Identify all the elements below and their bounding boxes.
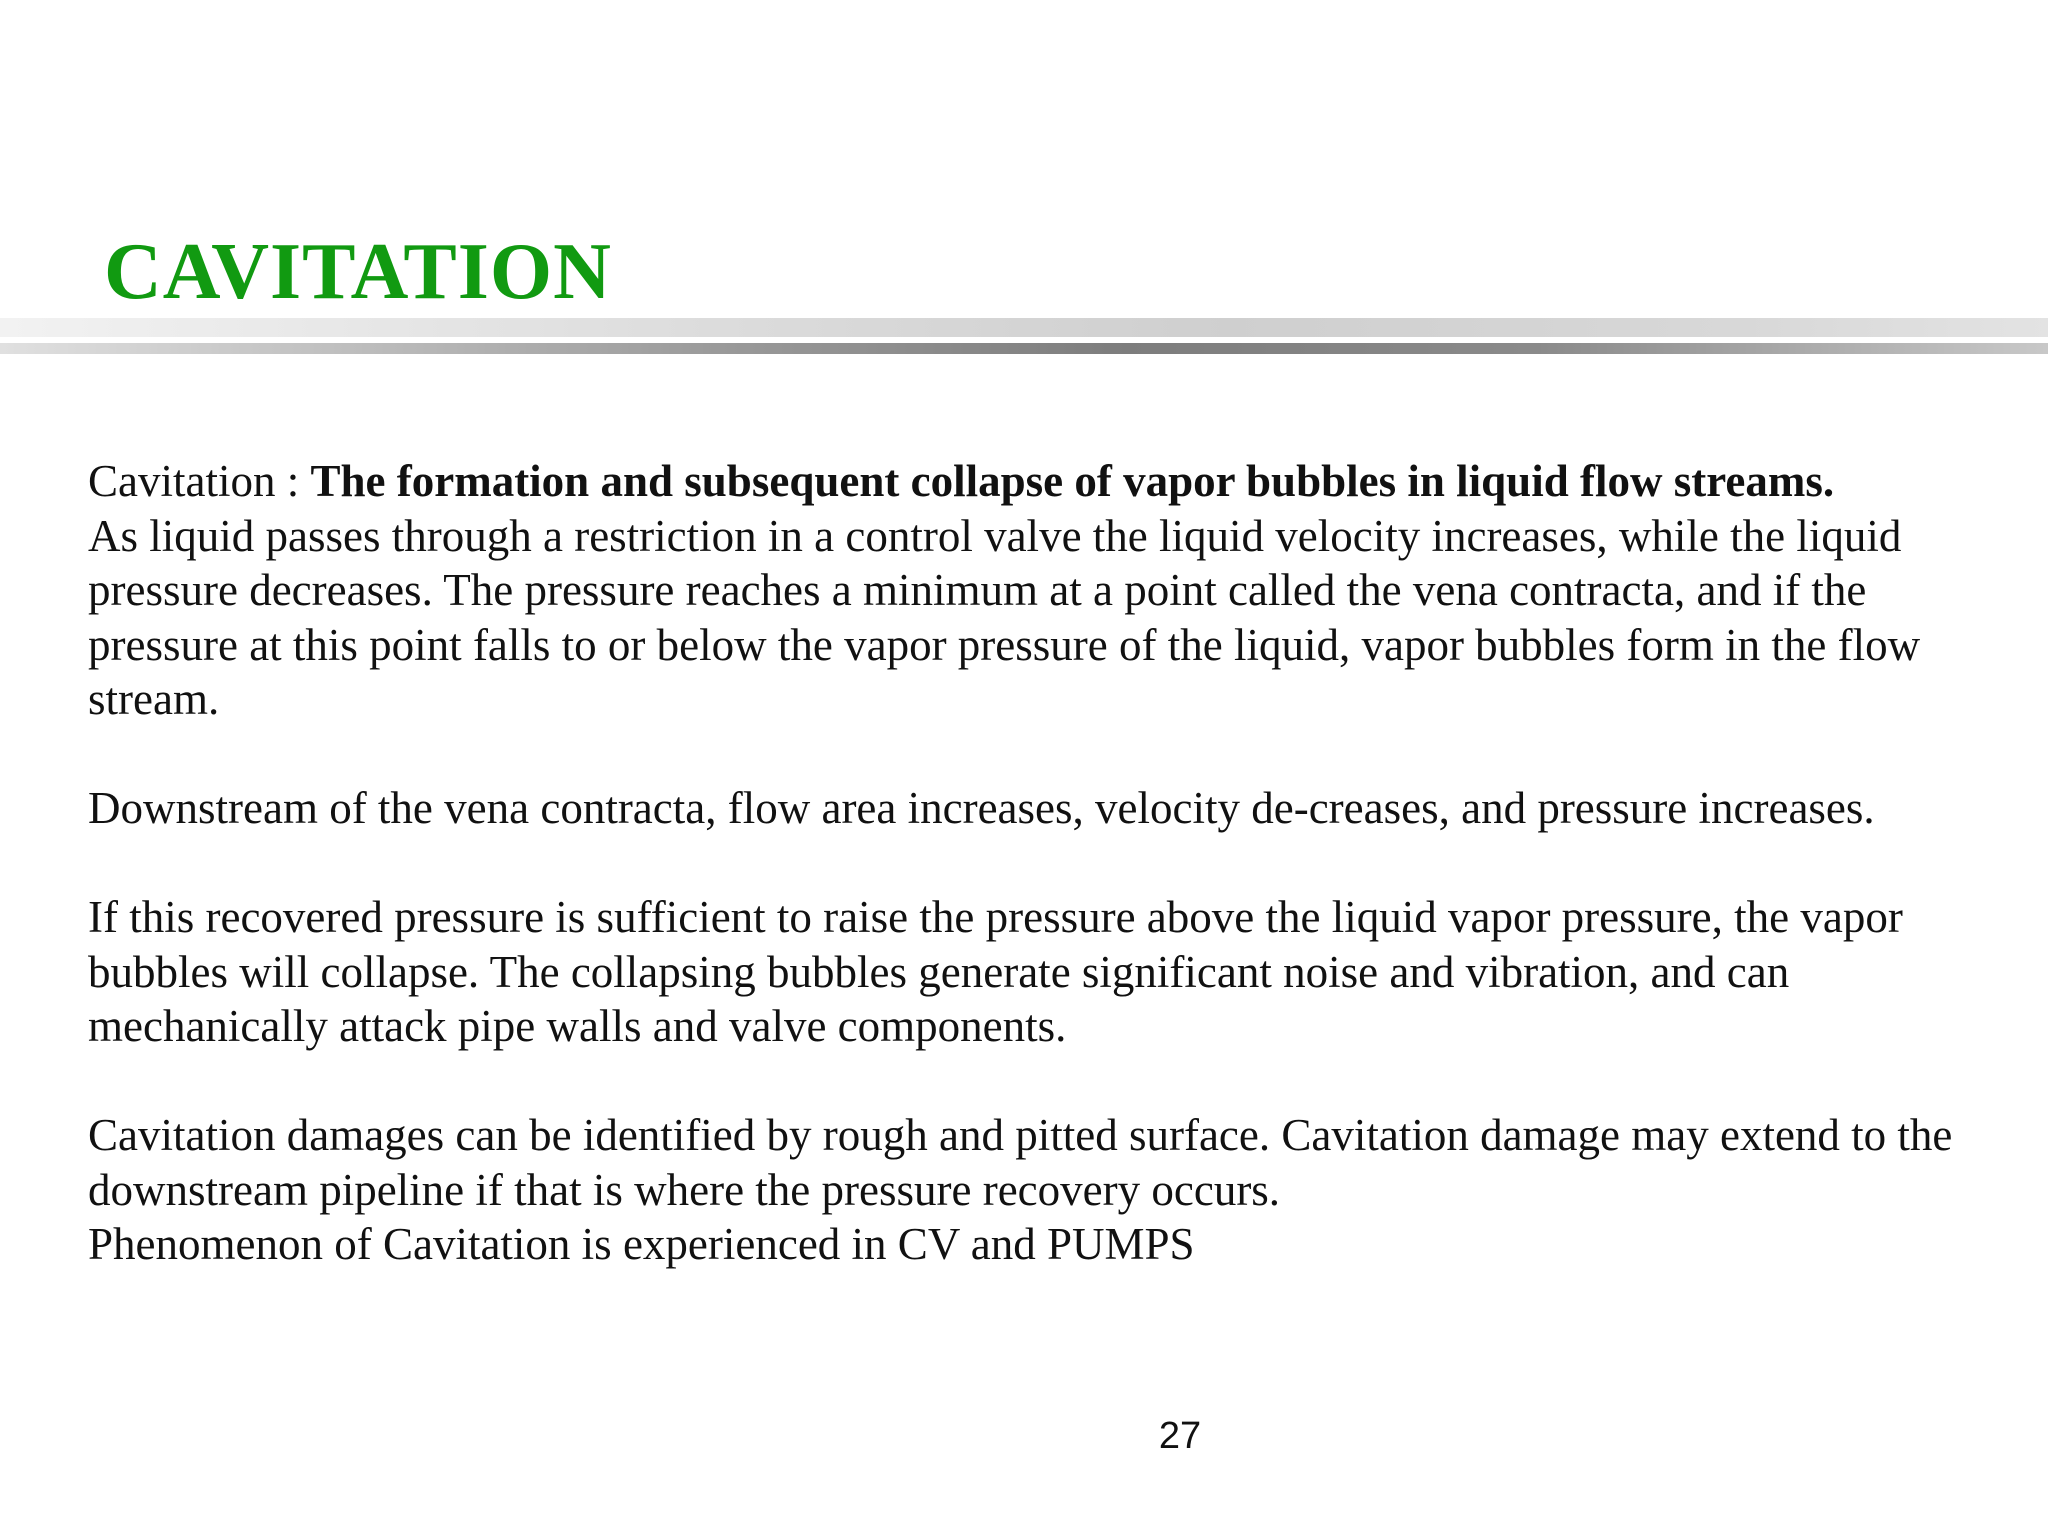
paragraph-velocity: As liquid passes through a restriction in a control valve the liquid velocity increases, while the liquid pressure decreases. The pressure reaches a minimum at a point called the vena contracta, and if the pressure at this point falls to or below the vapor pressure of the liquid, vapor bubbles form in the flow stream. — [88, 510, 1921, 724]
definition-lead: Cavitation : — [88, 456, 311, 506]
title-divider-upper — [0, 318, 2048, 337]
definition-paragraph — [88, 454, 1988, 509]
slide-title: CAVITATION — [104, 228, 612, 316]
paragraph-spacer — [88, 727, 1988, 782]
paragraph-spacer — [88, 1054, 1988, 1109]
title-divider-lower — [0, 343, 2048, 354]
paragraph-downstream: Downstream of the vena contracta, flow area increases, velocity de-creases, and pressure increases. — [88, 783, 1875, 833]
definition-text: The formation and subsequent collapse of vapor bubbles in liquid flow streams. — [310, 456, 1835, 506]
paragraph-damage: Cavitation damages can be identified by rough and pitted surface. Cavitation damage may extend to the downstream pipeline if that is where the pressure recovery occurs. — [88, 1110, 1953, 1215]
page-number: 27 — [1158, 1415, 1202, 1457]
paragraph-phenomenon: Phenomenon of Cavitation is experienced in CV and PUMPS — [88, 1219, 1195, 1269]
paragraph-spacer — [88, 836, 1988, 891]
slide-body — [88, 454, 1988, 1272]
paragraph-collapse: If this recovered pressure is sufficient to raise the pressure above the liquid vapor pressure, the vapor bubbles will collapse. The collapsing bubbles generate significant noise and vibration, and can mechanically attack pipe walls and valve components. — [88, 892, 1903, 1051]
